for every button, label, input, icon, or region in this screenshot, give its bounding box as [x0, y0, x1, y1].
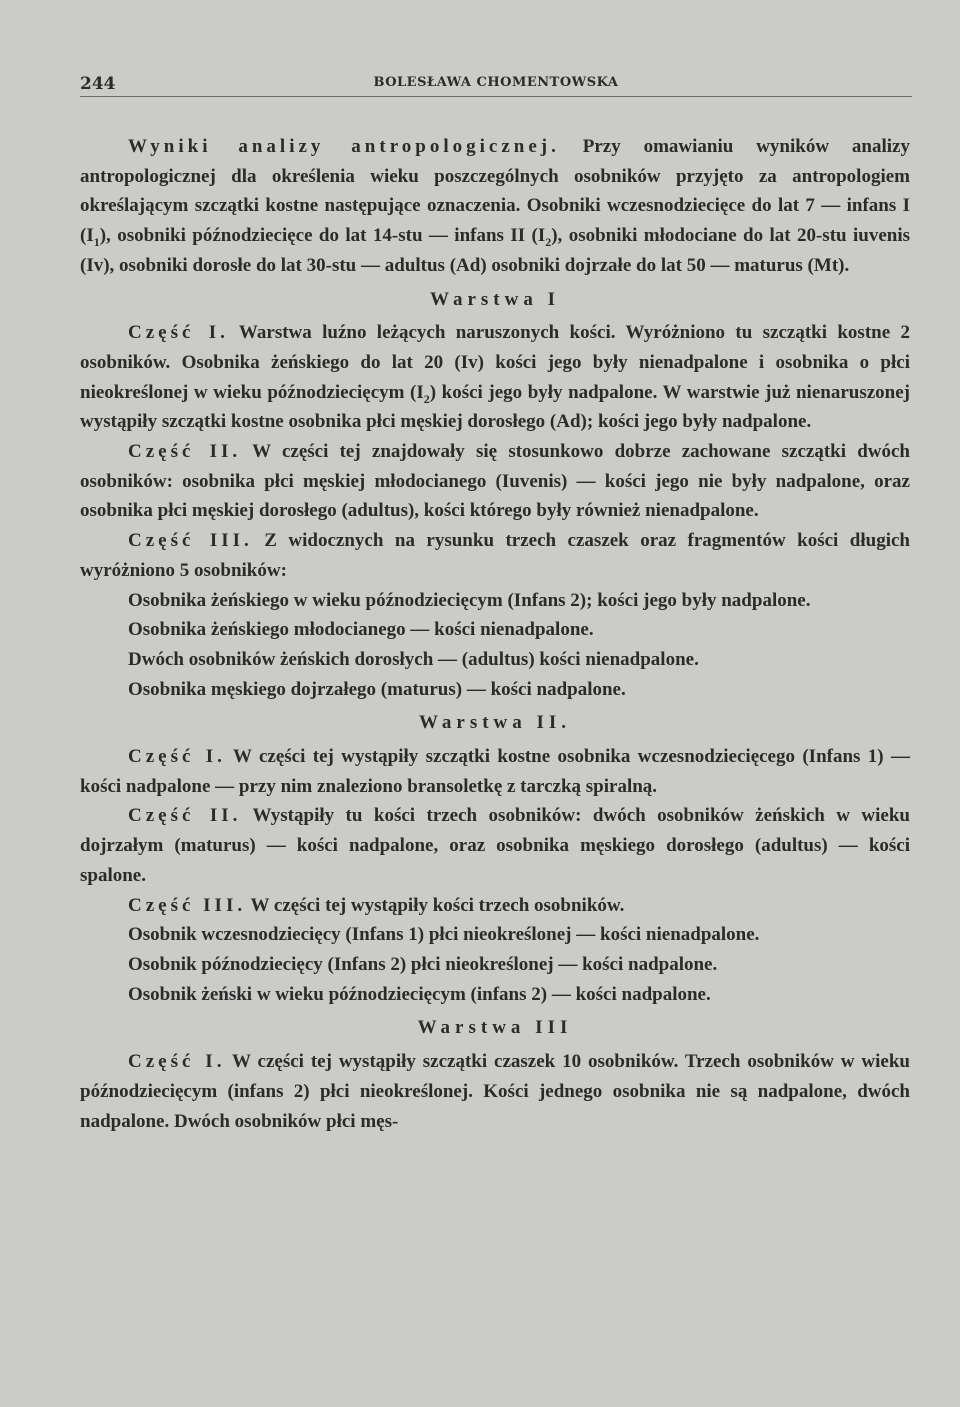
part-label: Część I. — [128, 1051, 226, 1073]
intro-lead: Wyniki analizy antropologicznej. — [128, 136, 560, 157]
list-item: Osobnika żeńskiego młodocianego — kości nienadpalone. — [128, 619, 594, 641]
w1-part-1 — [80, 318, 910, 437]
w2-part-1 — [80, 742, 910, 801]
w2-part-3 — [80, 891, 910, 921]
body-text — [80, 132, 910, 1136]
list-item: Osobnik żeński w wieku późnodziecięcym (infans 2) — kości nadpalone. — [128, 983, 711, 1005]
part-label: Część I. — [128, 746, 226, 768]
part-label: Część II. — [128, 441, 242, 463]
list-item: Osobnika żeńskiego w wieku późnodziecięcym (Infans 2); kości jego były nadpalone. — [128, 589, 811, 611]
intro-text-1: Przy omawianiu wyników analizy antropologicznej dla określenia wieku poszczególnych osobników przyjęto za antropologiem określającym szczątki kostne następujące oznaczenia. Osobniki wczesnodziecięce do lat 7 — infans I (I — [80, 136, 910, 247]
section-heading-warstwa-1: Warstwa I — [430, 288, 560, 310]
part-text: Z widocznych na rysunku trzech czaszek oraz fragmentów kości długich wyróżniono 5 osobników: — [80, 530, 910, 581]
section-heading-warstwa-2: Warstwa II. — [418, 712, 572, 734]
list-item: Osobnik późnodziecięcy (Infans 2) płci nieokreślonej — kości nadpalone. — [128, 953, 718, 975]
running-head: BOLESŁAWA CHOMENTOWSKA — [373, 75, 619, 90]
page-header — [80, 72, 912, 97]
part-text: Warstwa luźno leżących naruszonych kości. Wyróżniono tu szczątki kostne 2 osobników. Osobnika żeńskiego do lat 20 (Iv) kości jego były nienadpalone i osobnika o płci nieokreślonej w wieku późnodziecięcym (I — [80, 322, 911, 403]
list-item: Osobnik wczesnodziecięcy (Infans 1) płci nieokreślonej — kości nienadpalone. — [128, 924, 760, 946]
w1-part-3 — [80, 526, 910, 585]
w1-part-2 — [80, 437, 910, 526]
intro-text-3: ), osobniki młodociane do lat 20-stu iuvenis (Iv), osobniki dorosłe do lat 30-stu — adultus (Ad) osobniki dojrzałe do lat 50 — maturus (Mt). — [80, 225, 911, 276]
part-text: ) kości jego były nadpalone. W warstwie już nienaruszonej wystąpiły szczątki kostne osobnika płci męskiej dorosłego (Ad); kości jego były nadpalone. — [80, 381, 910, 433]
part-label: Część III. — [128, 894, 247, 916]
w3-part-1 — [80, 1047, 910, 1136]
intro-paragraph — [80, 132, 910, 281]
subscript: 1 — [93, 234, 100, 249]
part-text: W części tej wystąpiły szczątki kostne osobnika wczesnodziecięcego (Infans 1) — kości nadpalone — przy nim znaleziono bransoletkę z tarczką spiralną. — [80, 746, 910, 797]
part-text: W części tej wystąpiły kości trzech osobników. — [246, 894, 625, 916]
part-label: Część III. — [128, 530, 253, 552]
part-text: W części tej znajdowały się stosunkowo dobrze zachowane szczątki dwóch osobników: osobnika płci męskiej młodocianego (Iuvenis) — kości jego nie były nadpalone, oraz osobnika płci męskiej dorosłego (adultus), kości którego były również nienadpalone. — [80, 441, 911, 522]
part-label: Część I. — [128, 322, 229, 344]
part-text: Wystąpiły tu kości trzech osobników: dwóch osobników żeńskich w wieku dojrzałym (maturus) — kości nadpalone, oraz osobnika męskiego dorosłego (adultus) — kości spalone. — [80, 805, 910, 886]
part-label: Część II. — [128, 805, 242, 827]
section-heading-warstwa-3: Warstwa III — [417, 1017, 573, 1039]
intro-text-2: ), osobniki późnodziecięce do lat 14-stu — infans II (I — [99, 225, 546, 247]
w2-part-2 — [80, 801, 910, 890]
list-item: Dwóch osobników żeńskich dorosłych — (adultus) kości nienadpalone. — [128, 648, 699, 670]
subscript: 2 — [423, 391, 430, 406]
list-item: Osobnika męskiego dojrzałego (maturus) — kości nadpalone. — [128, 678, 626, 700]
part-text: W części tej wystąpiły szczątki czaszek 10 osobników. Trzech osobników w wieku późnodziecięcym (infans 2) płci nieokreślonej. Kości jednego osobnika nie są nadpalone, dwóch nadpalone. Dwóch osobników płci męs- — [80, 1051, 910, 1132]
subscript: 2 — [545, 234, 552, 249]
page-number: 244 — [80, 74, 116, 94]
